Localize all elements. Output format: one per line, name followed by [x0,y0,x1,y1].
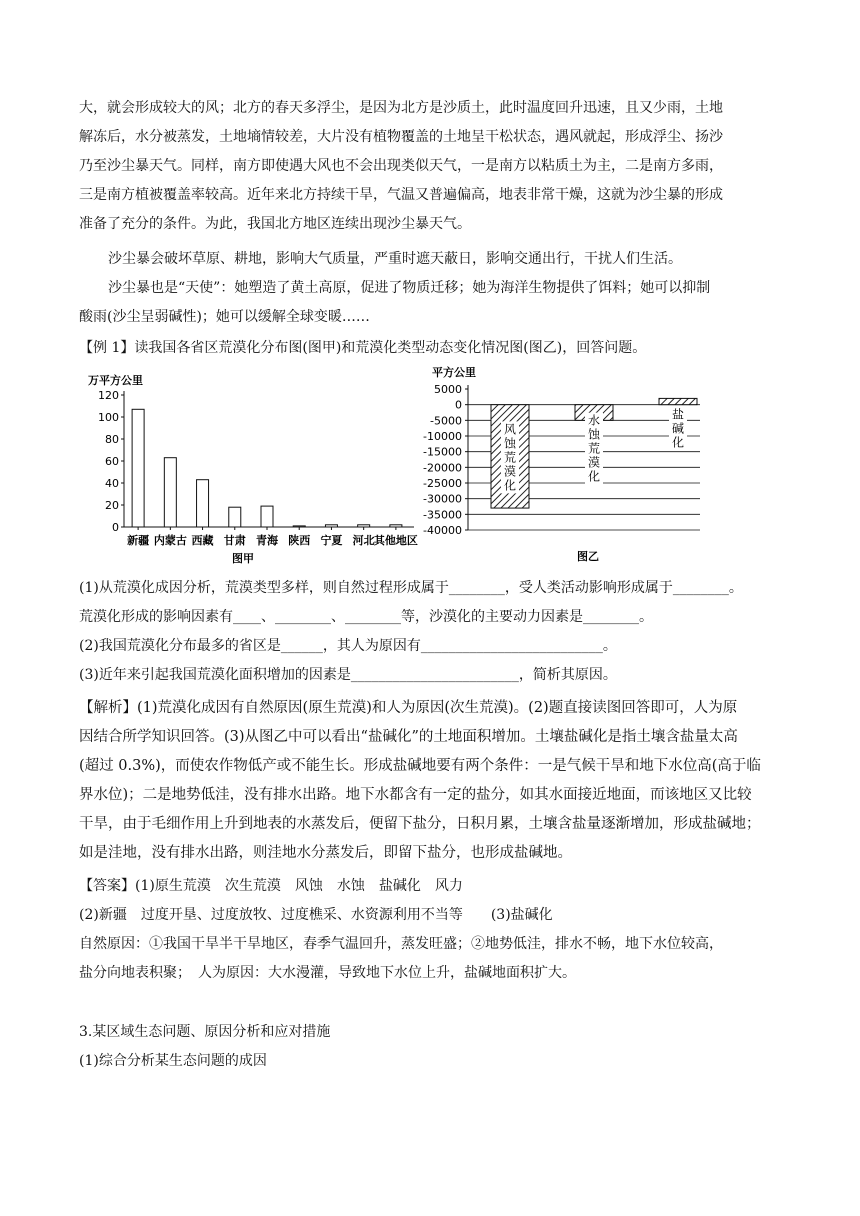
chart-jia-category: 陕西 [288,534,311,547]
chart-yi-tick-label: -35000 [423,508,462,522]
chart-jia-ylabel: 万平方公里 [88,374,143,387]
question-line: (3)近年来引起我国荒漠化面积增加的因素是________________________，简析其原因。 [79,667,617,683]
paragraph-line: 解冻后，水分被蒸发，土地墒情较差，大片没有植物覆盖的土地呈干松状态，遇风就起，形成浮尘、扬沙 [79,129,723,145]
analysis-line: 【解析】(1)荒漠化成因有自然原因(原生荒漠)和人为原因(次生荒漠)。(2)题直接读图回答即可，人为原 [79,700,738,716]
chart-yi-bar-label [585,413,603,485]
chart-yi-tick-label: -15000 [423,445,462,459]
chart-jia [86,372,420,572]
chart-yi-label-char: 碱 [671,421,685,436]
analysis-line: (超过 0.3%)，而使农作物低产或不能生长。形成盐碱地要有两个条件：一是气候干旱和地下水位高(高于临 [79,758,761,774]
chart-jia-bar [293,526,305,527]
chart-yi-label-char: 漠 [503,464,517,479]
chart-yi-label-char: 盐 [671,407,685,422]
paragraph-line: 准备了充分的条件。为此，我国北方地区连续出现沙尘暴天气。 [79,216,471,232]
chart-yi-label-char: 荒 [587,441,601,456]
paragraph-line: 酸雨(沙尘呈弱碱性)；她可以缓解全球变暖…… [79,309,370,325]
analysis-line: 干旱，由于毛细作用上升到地表的水蒸发后，便留下盐分，日积月累，土壤含盐量逐渐增加，形成盐碱地； [79,816,761,832]
chart-yi-label-char: 蚀 [503,436,517,451]
chart-jia-bar [164,458,176,527]
chart-yi-tick-label: -20000 [423,461,462,475]
chart-yi-label-char: 化 [503,478,517,493]
answer-line: (2)新疆 过度开垦、过度放牧、过度樵采、水资源利用不当等 (3)盐碱化 [79,907,553,923]
analysis-line: 界水位)；二是地势低洼，没有排水出路。地下水都含有一定的盐分，如其水面接近地面，而该地区又比较 [79,787,752,803]
chart-jia-bar [229,507,241,527]
example-heading: 【例 1】读我国各省区荒漠化分布图(图甲)和荒漠化类型动态变化情况图(图乙)，回答问题。 [79,340,647,356]
paragraph-line: 三是南方植被覆盖率较高。近年来北方持续干旱，气温又普遍偏高，地表非常干燥，这就为沙尘暴的形成 [79,187,723,203]
chart-jia-bar [197,480,209,527]
chart-jia-tick-label: 0 [112,521,119,534]
section-heading: 3.某区域生态问题、原因分析和应对措施 [79,1024,331,1040]
paragraph-line: 沙尘暴会破坏草原、耕地，影响大气质量，严重时遮天蔽日，影响交通出行，干扰人们生活。 [108,251,682,267]
chart-yi-label-char: 漠 [587,455,601,470]
chart-jia-category: 甘肃 [223,534,246,547]
chart-jia-category: 其他地区 [373,534,418,547]
chart-yi-label-char: 化 [587,469,601,484]
chart-yi-label-char: 风 [503,422,517,437]
section-subheading: (1)综合分析某生态问题的成因 [79,1053,267,1069]
chart-yi-tick-label: -40000 [423,524,462,537]
chart-yi-label-char: 荒 [503,450,517,465]
chart-yi-bar [659,398,697,404]
chart-yi-tick-label: 0 [455,398,462,412]
chart-jia-category: 新疆 [127,534,150,547]
chart-yi-label-char: 蚀 [587,427,601,442]
chart-yi-ylabel: 平方公里 [432,366,476,379]
analysis-line: 如是洼地，没有排水出路，则洼地水分蒸发后，即留下盐分，也形成盐碱地。 [79,845,572,861]
question-line: 荒漠化形成的影响因素有____、________、________等，沙漠化的主要动力因素是________。 [79,609,653,625]
chart-jia-bar [261,506,273,527]
chart-jia-category: 河北 [352,534,375,547]
chart-yi-bar-label [501,421,519,493]
chart-jia-category: 宁夏 [320,534,343,547]
chart-jia-tick-label: 60 [105,455,119,468]
chart-jia-tick-label: 80 [105,433,119,446]
question-line: (2)我国荒漠化分布最多的省区是______，其人为原因有__________________________。 [79,638,617,654]
chart-jia-title: 图甲 [232,552,254,565]
chart-yi [420,362,750,570]
chart-jia-category: 内蒙古 [153,534,187,547]
chart-jia-tick-label: 20 [105,499,119,512]
chart-jia-tick-label: 40 [105,477,119,490]
analysis-line: 因结合所学知识回答。(3)从图乙中可以看出“盐碱化”的土地面积增加。土壤盐碱化是指土壤含盐量太高 [79,729,738,745]
paragraph-line: 乃至沙尘暴天气。同样，南方即使遇大风也不会出现类似天气，一是南方以粘质土为主，二是南方多雨， [79,158,723,174]
question-line: (1)从荒漠化成因分析，荒漠类型多样，则自然过程形成属于________，受人类活动影响形成属于________。 [79,580,743,596]
chart-yi-tick-label: 5000 [434,383,462,396]
chart-yi-label-char: 水 [587,413,601,428]
chart-jia-tick-label: 100 [98,411,119,424]
chart-yi-tick-label: -30000 [423,492,462,506]
chart-jia-bar [325,525,337,527]
chart-jia-bar [132,409,144,527]
chart-yi-tick-label: -25000 [423,477,462,490]
answer-line: 【答案】(1)原生荒漠 次生荒漠 风蚀 水蚀 盐碱化 风力 [79,878,463,894]
chart-yi-label-char: 化 [671,435,685,450]
answer-line: 自然原因：①我国干旱半干旱地区，春季气温回升，蒸发旺盛；②地势低洼，排水不畅，地下水位较高， [79,936,723,952]
chart-jia-bar [358,525,370,527]
paragraph-line: 沙尘暴也是“天使”：她塑造了黄土高原，促进了物质迁移；她为海洋生物提供了饵料；她可以抑制 [108,280,711,296]
chart-jia-category: 青海 [256,534,278,547]
chart-yi-tick-label: -5000 [430,414,462,428]
answer-line: 盐分向地表积聚； 人为原因：大水漫灌，导致地下水位上升，盐碱地面积扩大。 [79,965,576,981]
chart-yi-bar-label [669,407,687,451]
chart-jia-bar [390,525,402,527]
paragraph-line: 大，就会形成较大的风；北方的春天多浮尘，是因为北方是沙质土，此时温度回升迅速，且又少雨，土地 [79,100,723,116]
chart-jia-tick-label: 120 [98,389,119,402]
chart-jia-category: 西藏 [191,534,214,547]
chart-yi-tick-label: -10000 [423,430,462,443]
chart-yi-title: 图乙 [577,550,599,563]
